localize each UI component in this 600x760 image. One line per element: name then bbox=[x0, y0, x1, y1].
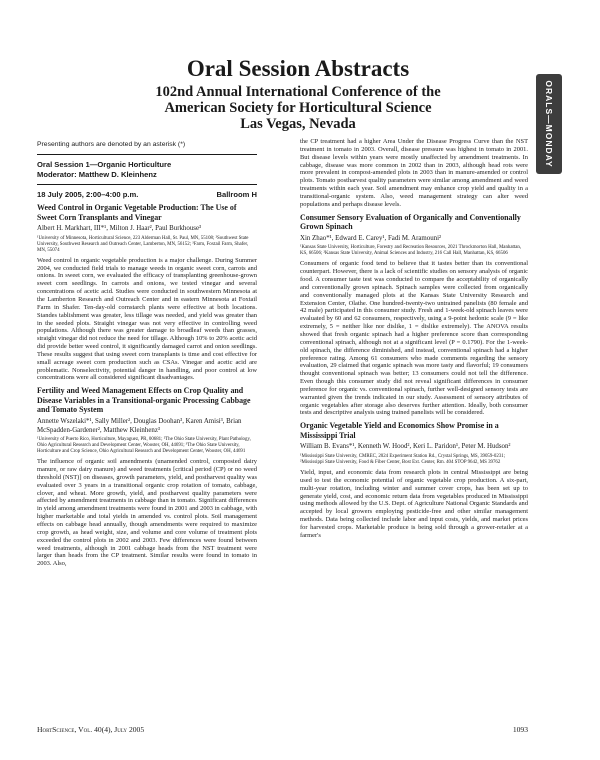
conference-line: American Society for Horticultural Science bbox=[164, 100, 432, 116]
conference-name bbox=[60, 84, 536, 132]
right-column bbox=[300, 138, 528, 710]
session-room: Ballroom H bbox=[216, 190, 257, 199]
abstract bbox=[300, 421, 528, 539]
abstract-title: Fertility and Weed Management Effects on Crop Quality and Disease Variables in a Transitional-organic Processing Cabbage and Tomato System bbox=[37, 386, 251, 415]
section-tab-label: ORALS—MONDAY bbox=[544, 80, 554, 168]
abstract-body: The influence of organic soil amendments (unamended control, composted dairy manure, or raw dairy manure) and weed treatments [critical period (CP) or no weed threshold (NST)] on diseases, growth parameters, yield, and postharvest quality was evaluated over 3 years in a transitional organic crop rotation of tomato, cabbage, clover, and wheat. More growth, yield, and postharvest quality parameters were affected by amendment treatments in cabbage than in tomato. Significant differences in yield among amendment treatments were found in 2001 and 2003 in cabbage, with higher marketable and total yields in amended vs. control plots. Soil management effects on cabbage head annually, though amendments were required to maximize crop growth, as head weight, size, and volume and core volume of treatment plots exceeded the control plots in 2002 and 2003. Few differences were found between weed treatments, although in 2001 cabbage heads from the NST treatment were larger than heads from the CP treatment. Similar results were found in tomato in 2003. Also, bbox=[37, 458, 257, 568]
conference-location: Las Vegas, Nevada bbox=[240, 116, 356, 132]
page-footer bbox=[37, 725, 528, 734]
abstract-authors: William B. Evans*¹, Kenneth W. Hood², Keri L. Paridon¹, Peter M. Hudson² bbox=[300, 443, 511, 451]
page-title: Oral Session Abstracts bbox=[186, 56, 410, 81]
abstract-continuation: the CP treatment had a higher Area Under the Disease Progress Curve than the NST treatment in tomato in 2003. Overall, disease pressure was highest in tomato in 2001. But disease levels within years were mostly unaffected by amendment treatments. In cabbage, disease was more common in 2002 than in 2003, although head rots were more prevalent in compost-amended plots in 2003 than in manure-amended or control plots. Tomato postharvest quality parameters were similar among amendment and weed treatments within each year. Soil amendment may enhance crop yield and quality in a transitional-organic system. Also, weed management strategy can alter weed populations and perhaps disease levels. bbox=[300, 138, 528, 208]
abstract-body: Yield, input, and economic data from research plots in central Mississippi are being used to test the economic potential of organic vegetable crop production. A six-part, multi-year rotation, including winter and summer cover crops, has been set up to generate yield, cost, and economic return data from vegetables produced in Mississippi using methods allowed by the U.S. Dept. of Agriculture National Organic Standards and accepted by local growers employing pesticide-free and other similar management methods. Data being collected include labor and input costs, yields, and market prices for harvested crops. Marketable produce is being sold through a grower-retailer at a farmer's bbox=[300, 469, 528, 539]
session-moderator: Moderator: Matthew D. Kleinhenz bbox=[37, 170, 157, 179]
section-tab bbox=[536, 74, 562, 174]
conference-line: 102nd Annual International Conference of the bbox=[155, 84, 441, 100]
abstract-affiliations: ¹University of Minnesota, Horticultural Science, 223 Alderman Hall, St. Paul, MN, 55108; ²Southwest State University, Southwest Research and Outreach Center, Lamberton, MN, 56152; ³Farm, Foxtail Farm, Shafer, MN, 55074 bbox=[37, 235, 249, 253]
abstract-authors: Annette Wszelaki*¹, Sally Miller², Douglas Doohan³, Karen Amisi³, Brian McSpadden-Gardener², Matthew Kleinhenz³ bbox=[37, 418, 242, 434]
left-column bbox=[37, 141, 257, 707]
presenting-note: Presenting authors are denoted by an asterisk (*) bbox=[37, 141, 186, 148]
abstract-title: Consumer Sensory Evaluation of Organically and Conventionally Grown Spinach bbox=[300, 212, 521, 232]
abstract bbox=[37, 386, 257, 568]
abstract-title: Organic Vegetable Yield and Economics Show Promise in a Mississippi Trial bbox=[300, 421, 499, 440]
journal-citation: HortScience, Vol. 40(4), July 2005 bbox=[37, 725, 145, 734]
session-datetime: 18 July 2005, 2:00–4:00 p.m. bbox=[37, 190, 139, 199]
abstract-authors: Xin Zhao*¹, Edward E. Carey¹, Fadi M. Aramouni² bbox=[300, 234, 442, 242]
abstract-body: Weed control in organic vegetable production is a major challenge. During Summer 2004, we conducted field trials to manage weeds in organic sweet corn, carrots and onions. In sweet corn, we evaluated the efficacy of transplanting greenhouse-grown sweet corn seedlings. In carrots and onions, we tested vinegar and several concentrations of acetic acid. Studies were conducted in southwestern Minnesota at the Lamberton Research and Outreach Center and in eastern Minnesota at Foxtail Farm in Shafer. Ten-day-old cornstarch plants were effective at both locations. Standes tablishment was greater, less tillage was needed, and yield was greater than in the seeded plots. Straight vinegar was not very effective in controlling weed populations. Although there was greater damage to broadleaf weeds than grasses, straight vinegar did not reduce the need for tillage. Although 10% to 20% acetic acid did provide better weed control, it significantly damaged carrot and onion seedlings. These results suggest that using sweet corn transplants is time and cost effective for small acreage sweet corn production such as CSAs. Vinegar and acetic acid are problematic. Nonselectivity, potential danger in handling, and poor control at low concentrations were all considered significant disadvantages. bbox=[37, 256, 257, 382]
abstract-title: Weed Control in Organic Vegetable Production: The Use of Sweet Corn Transplants and Vinegar bbox=[37, 203, 237, 222]
abstract-body: Consumers of organic food tend to believe that it tastes better than its conventional counterpart. However, there is a lack of scientific studies on sensory analysis of organic food. A consumer taste test was conducted to compare the acceptability of organically and conventionally grown spinach. Spinach samples were collected from organically and conventionally managed plots at the Kansas State University Research and Extension Center, Olathe. One hundred-twenty-two untrained panelists (80 female and 42 male) participated in this consumer study. Fresh and 1-week-old spinach leaves were evaluated by 60 and 62 consumers, respectively, using a 9-point hedonic scale (9 = like extremely, 5 = neither like nor dislike, 1 = dislike extremely). The ANOVA results showed that fresh organic spinach had a higher preference score than corresponding conventional spinach, although not at a significant level (P = 0.1790). For the 1-week-old spinach, the difference diminished, and instead, conventional spinach had a higher preference rating. Among 61 consumers who made comments regarding the sensory evaluation, 29 claimed that organic spinach was more tasty and flavorful; 19 consumers thought conventional spinach was better; 13 consumers could not tell the difference. Even though this consumer study did not reveal significant differences in consumer preference for organic vs. conventional spinach, further well-designed sensory tests are warranted given the trends indicated in our study. Assessment of sensory attributes of organic vegetables after storage also deserves further attention. Ideally, both consumer tests and descriptive analysis using trained panelists will be considered. bbox=[300, 260, 528, 417]
abstract-affiliations: ¹Mississippi State University, CMREC, 2024 Experiment Station Rd., Crystal Springs, MS, 39059-0231; ²Mississippi State University, Food & Fiber Center, Bost Ext. Center, Rm. 404 STOP 9642, MS 39762 bbox=[300, 454, 506, 466]
session-time-room bbox=[37, 190, 257, 199]
abstract-authors: Albert H. Markhart, III*¹, Milton J. Haar², Paul Burkhouse³ bbox=[37, 225, 202, 233]
abstract bbox=[37, 203, 257, 382]
abstract-affiliations: ¹University of Puerto Rico, Horticulture, Mayaguez, PR, 00681; ²The Ohio State University, Plant Pathology, Ohio Agricultural Research and Development Center, Wooster, OH, 44691; ³The Ohio State University, Horticulture and Crop Science, Ohio Agricultural Research and Development Center, Wooster, OH, 44691 bbox=[37, 437, 251, 455]
divider bbox=[37, 154, 257, 155]
abstract-affiliations: ¹Kansas State University, Horticulture, Forestry and Recreation Resources, 2021 Throckmorton Hall, Manhattan, KS, 66506; ²Kansas State University, Animal Sciences and Industry, 216 Call Hall, Manhattan, KS, 66506 bbox=[300, 245, 522, 257]
abstract bbox=[300, 213, 528, 418]
session-name: Oral Session 1—Organic Horticulture bbox=[37, 160, 172, 169]
divider bbox=[37, 184, 257, 185]
page-number: 1093 bbox=[512, 725, 528, 734]
